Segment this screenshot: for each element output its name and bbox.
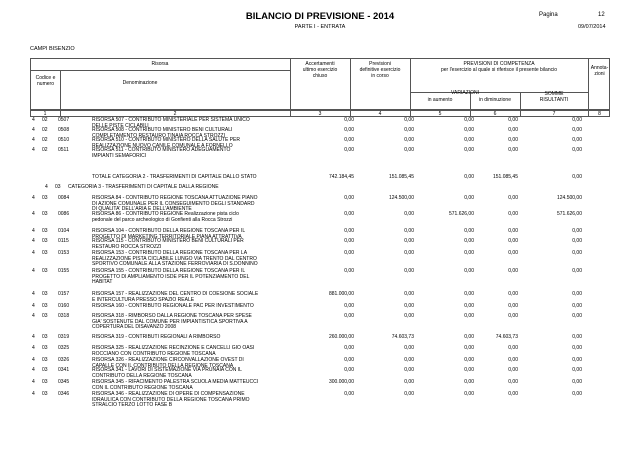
row-numero: 0084 [58, 195, 70, 201]
row-in-aumento: 0,00 [464, 195, 474, 201]
row-previsioni: 0,00 [404, 391, 414, 397]
row-somme: 0,00 [572, 250, 582, 256]
row-titolo: 4 [32, 379, 35, 385]
row-in-diminuzione: 0,00 [508, 291, 518, 297]
row-numero: 0345 [58, 379, 70, 385]
report-date: 09/07/2014 [578, 24, 606, 30]
row-somme: 0,00 [572, 357, 582, 363]
row-descrizione: RISORSA 84 - CONTRIBUTO REGIONE TOSCANA ATTUAZIONE PIANO DI AZIONE COMUNALE PER IL CONSEGUIMENTO DEGLI STANDARD DI QUALITA' DELL'ARIA E DELL'AMBIENTE [92, 195, 258, 213]
row-numero: 0153 [58, 250, 70, 256]
row-categoria: 03 [42, 291, 48, 297]
row-accertamenti: 0,00 [344, 137, 354, 143]
row-in-aumento: 0,00 [464, 345, 474, 351]
row-descrizione: RISORSA 510 - CONTRIBUTO MINISTERO DELLA SALUTE PER REALIZZAZIONE NUOVO CANILE COMUNALE A FORNELLO [92, 137, 241, 149]
row-previsioni: 124.500,00 [388, 195, 414, 201]
row-in-diminuzione: 0,00 [508, 117, 518, 123]
row-in-diminuzione: 0,00 [508, 313, 518, 319]
row-accertamenti: 881.000,00 [328, 291, 354, 297]
row-descrizione: RISORSA 325 - REALIZZAZIONE RECINZIONE E CANCELLI GIO OASI ROCCIANO CON CONTRIBUTO REGIONE TOSCANA [92, 345, 255, 357]
row-in-aumento: 0,00 [464, 174, 474, 180]
row-in-diminuzione: 151.085,45 [492, 174, 518, 180]
row-categoria: 03 [42, 357, 48, 363]
row-titolo: 4 [32, 334, 35, 340]
row-in-aumento: 0,00 [464, 137, 474, 143]
row-accertamenti: 0,00 [344, 228, 354, 234]
row-in-aumento: 571.626,00 [448, 211, 474, 217]
row-in-diminuzione: 0,00 [508, 303, 518, 309]
col-in-aumento: in aumento [427, 97, 453, 103]
row-accertamenti: 0,00 [344, 268, 354, 274]
row-accertamenti: 0,00 [344, 195, 354, 201]
col-codice: Codice e numero [35, 75, 56, 87]
row-categoria: 02 [42, 117, 48, 123]
row-numero: 0086 [58, 211, 70, 217]
row-descrizione: RISORSA 346 - REALIZZAZIONE DI OPERE DI COMPENSAZIONE IDRAULICA CON CONTRIBUTO DELLA REGIONE TOSCANA PRIMO STRALCIO TERZO LOTTO FASE B [92, 391, 250, 409]
row-previsioni: 0,00 [404, 291, 414, 297]
row-somme: 0,00 [572, 367, 582, 373]
col-somme: SOMME RISULTANTI [539, 91, 569, 103]
row-in-diminuzione: 0,00 [508, 228, 518, 234]
row-accertamenti: 300.000,00 [328, 379, 354, 385]
row-in-aumento: 0,00 [464, 268, 474, 274]
row-previsioni: 0,00 [404, 250, 414, 256]
row-previsioni: 0,00 [404, 137, 414, 143]
row-accertamenti: 0,00 [344, 313, 354, 319]
row-numero: 0346 [58, 391, 70, 397]
row-descrizione: RISORSA 508 - CONTRIBUTO MINISTERO BENI CULTURALI COMPLETAMENTO RESTAURO TINAIA ROCCA STROZZI [92, 127, 233, 139]
row-categoria: 03 [42, 195, 48, 201]
row-accertamenti: 0,00 [344, 117, 354, 123]
row-in-aumento: 0,00 [464, 334, 474, 340]
row-somme: 0,00 [572, 391, 582, 397]
row-previsioni: 0,00 [404, 117, 414, 123]
col-denominazione: Denominazione [122, 80, 158, 86]
row-somme: 0,00 [572, 174, 582, 180]
row-accertamenti: 0,00 [344, 303, 354, 309]
row-previsioni: 0,00 [404, 357, 414, 363]
row-descrizione: RISORSA 86 - CONTRIBUTO REGIONE Realizzazione pista ciclo pedonale del parco archeologico di Gonfienti alla Rocca Strozzi [92, 211, 239, 223]
row-categoria: 02 [42, 147, 48, 153]
row-somme: 0,00 [572, 313, 582, 319]
row-somme: 0,00 [572, 228, 582, 234]
row-descrizione: RISORSA 341 - LAVORI DI SISTEMAZIONE VIA PRUNAIA CON IL CONTRIBUTO DELLA REGIONE TOSCANA [92, 367, 242, 379]
row-accertamenti: 742.184,45 [328, 174, 354, 180]
row-titolo: 4 [32, 117, 35, 123]
row-in-aumento: 0,00 [464, 228, 474, 234]
row-numero: 0155 [58, 268, 70, 274]
row-somme: 0,00 [572, 379, 582, 385]
row-descrizione: RISORSA 160 - CONTRIBUTO REGIONALE PAC PER INVESTIMENTO [92, 303, 254, 309]
row-somme: 0,00 [572, 291, 582, 297]
row-titolo: 4 [32, 250, 35, 256]
row-categoria: 03 [42, 211, 48, 217]
row-previsioni: 0,00 [404, 238, 414, 244]
row-in-diminuzione: 0,00 [508, 137, 518, 143]
row-in-aumento: 0,00 [464, 391, 474, 397]
row-in-aumento: 0,00 [464, 367, 474, 373]
row-categoria: 03 [42, 334, 48, 340]
row-accertamenti: 0,00 [344, 211, 354, 217]
row-somme: 0,00 [572, 127, 582, 133]
row-in-aumento: 0,00 [464, 127, 474, 133]
row-in-diminuzione: 74.603,73 [495, 334, 518, 340]
row-somme: 0,00 [572, 334, 582, 340]
row-descrizione: RISORSA 319 - CONTRIBUTI REGIONALI A RIMBORSO [92, 334, 221, 340]
row-accertamenti: 0,00 [344, 357, 354, 363]
row-previsioni: 0,00 [404, 127, 414, 133]
row-previsioni: 0,00 [404, 147, 414, 153]
row-in-aumento: 0,00 [464, 357, 474, 363]
row-previsioni: 0,00 [404, 379, 414, 385]
row-descrizione: RISORSA 507 - CONTRIBUTO MINISTERIALE PER SISTEMA UNICO DELLE PISTE CICLABILI [92, 117, 250, 129]
row-previsioni: 0,00 [404, 345, 414, 351]
row-categoria: 03 [42, 250, 48, 256]
row-titolo: 4 [32, 291, 35, 297]
row-in-aumento: 0,00 [464, 147, 474, 153]
row-in-aumento: 0,00 [464, 291, 474, 297]
row-accertamenti: 0,00 [344, 391, 354, 397]
row-numero: 0318 [58, 313, 70, 319]
row-accertamenti: 0,00 [344, 127, 354, 133]
row-previsioni: 0,00 [404, 367, 414, 373]
row-previsioni: 0,00 [404, 228, 414, 234]
row-descrizione: TOTALE CATEGORIA 2 - TRASFERIMENTI DI CAPITALE DALLO STATO [92, 174, 257, 180]
col-num-3: 3 [318, 111, 322, 117]
row-categoria: 03 [42, 303, 48, 309]
col-num-1: 1 [43, 111, 47, 117]
col-num-2: 2 [173, 111, 177, 117]
row-somme: 0,00 [572, 117, 582, 123]
row-titolo: 4 [32, 211, 35, 217]
row-somme: 0,00 [572, 345, 582, 351]
row-titolo: 4 [32, 228, 35, 234]
row-titolo: 4 [32, 391, 35, 397]
report-subtitle: PARTE I - ENTRATA [294, 24, 346, 30]
col-variazioni: VARIAZIONI [451, 90, 479, 96]
row-descrizione: RISORSA 511 - CONTRIBUTO MINISTERO ADEGUAMENTO IMPIANTI SEMAFORICI [92, 147, 231, 159]
row-titolo: 4 [32, 195, 35, 201]
row-categoria: 03 [55, 184, 61, 190]
row-titolo: 4 [32, 303, 35, 309]
col-previsioni: Previsioni definitive esercizio in corso [359, 61, 401, 79]
col-num-8: 8 [598, 111, 601, 117]
row-in-diminuzione: 0,00 [508, 379, 518, 385]
row-categoria: 03 [42, 379, 48, 385]
row-in-aumento: 0,00 [464, 250, 474, 256]
row-numero: 0326 [58, 357, 70, 363]
row-in-diminuzione: 0,00 [508, 127, 518, 133]
row-titolo: 4 [32, 268, 35, 274]
row-in-diminuzione: 0,00 [508, 195, 518, 201]
col-in-diminuzione: in diminuzione [479, 97, 511, 103]
row-somme: 0,00 [572, 147, 582, 153]
row-previsioni: 151.085,45 [388, 174, 414, 180]
row-in-aumento: 0,00 [464, 379, 474, 385]
row-previsioni: 0,00 [404, 268, 414, 274]
row-titolo: 4 [45, 184, 48, 190]
row-in-diminuzione: 0,00 [508, 357, 518, 363]
row-categoria: 03 [42, 345, 48, 351]
page-number: 12 [598, 12, 605, 18]
row-somme: 124.500,00 [556, 195, 582, 201]
row-categoria: 03 [42, 367, 48, 373]
row-in-diminuzione: 0,00 [508, 250, 518, 256]
row-titolo: 4 [32, 345, 35, 351]
row-in-diminuzione: 0,00 [508, 391, 518, 397]
col-accertamenti: Accertamenti ultimo esercizio chiuso [302, 61, 338, 79]
report-title: BILANCIO DI PREVISIONE - 2014 [245, 11, 395, 22]
row-in-aumento: 0,00 [464, 303, 474, 309]
row-descrizione: RISORSA 153 - CONTRIBUTO DELLA REGIONE TOSCANA PER LA REALIZZAZIONE PISTA CICLABILE LUNGO VIA TRENTO DAL CENTRO SPORTIVO COMUNALE ALLA STAZIONE FERROVIARIA DI S.DONNINO [92, 250, 258, 268]
row-in-diminuzione: 0,00 [508, 268, 518, 274]
row-somme: 0,00 [572, 268, 582, 274]
row-categoria: 03 [42, 238, 48, 244]
row-in-diminuzione: 0,00 [508, 211, 518, 217]
row-in-aumento: 0,00 [464, 238, 474, 244]
row-previsioni: 0,00 [404, 211, 414, 217]
col-previsioni-competenza: PREVISIONI DI COMPETENZA per l'esercizio al quale si riferisce il presente bilancio [440, 61, 557, 73]
row-numero: 0157 [58, 291, 70, 297]
row-in-diminuzione: 0,00 [508, 345, 518, 351]
row-numero: 0319 [58, 334, 70, 340]
row-accertamenti: 0,00 [344, 238, 354, 244]
row-numero: 0511 [58, 147, 69, 153]
row-accertamenti: 260.000,00 [328, 334, 354, 340]
row-categoria: 03 [42, 391, 48, 397]
row-accertamenti: 0,00 [344, 367, 354, 373]
row-numero: 0325 [58, 345, 70, 351]
row-somme: 0,00 [572, 303, 582, 309]
row-somme: 0,00 [572, 137, 582, 143]
row-categoria: 03 [42, 313, 48, 319]
row-numero: 0341 [58, 367, 70, 373]
row-in-aumento: 0,00 [464, 313, 474, 319]
row-titolo: 4 [32, 238, 35, 244]
row-in-diminuzione: 0,00 [508, 147, 518, 153]
row-categoria: 03 [42, 228, 48, 234]
col-num-7: 7 [552, 111, 556, 117]
col-num-5: 5 [438, 111, 442, 117]
row-titolo: 4 [32, 147, 35, 153]
page-label: Pagina [539, 12, 558, 18]
row-titolo: 4 [32, 313, 35, 319]
row-previsioni: 74.603,73 [391, 334, 414, 340]
row-categoria: 02 [42, 137, 48, 143]
row-categoria: 02 [42, 127, 48, 133]
row-somme: 0,00 [572, 238, 582, 244]
row-accertamenti: 0,00 [344, 345, 354, 351]
row-somme: 571.626,00 [556, 211, 582, 217]
row-in-diminuzione: 0,00 [508, 367, 518, 373]
row-titolo: 4 [32, 357, 35, 363]
row-numero: 0115 [58, 238, 69, 244]
row-descrizione: RISORSA 318 - RIMBORSO DALLA REGIONE TOSCANA PER SPESE GIA' SOSTENUTE DAL COMUNE PER IMPIANTISTICA SPORTIVA A COPERTURA DEL DISAVANZO 2008 [92, 313, 252, 331]
divider [30, 70, 290, 71]
row-descrizione: RISORSA 157 - REALIZZAZIONE DEL CENTRO DI COESIONE SOCIALE E INTERCULTURA PRESSO SPAZIO REALE [92, 291, 259, 303]
row-numero: 0160 [58, 303, 70, 309]
row-descrizione: RISORSA 155 - CONTRIBUTO DELLA REGIONE TOSCANA PER IL PROGETTO DI AMPLIAMENTO ISDE PER IL POTENZIAMENTO DEL HABITAT [92, 268, 250, 286]
col-annotazioni: Annota- zioni [590, 65, 609, 77]
row-in-diminuzione: 0,00 [508, 238, 518, 244]
col-num-4: 4 [378, 111, 382, 117]
row-descrizione: RISORSA 345 - RIFACIMENTO PALESTRA SCUOLA MEDIA MATTEUCCI CON IL CONTRIBUTO REGIONE TOSCANA [92, 379, 259, 391]
row-categoria: 03 [42, 268, 48, 274]
row-numero: 0507 [58, 117, 70, 123]
row-previsioni: 0,00 [404, 313, 414, 319]
row-accertamenti: 0,00 [344, 250, 354, 256]
col-risorsa: Risorsa [151, 61, 169, 67]
row-descrizione: RISORSA 115 - CONTRIBUTO MINISTERO BENI CULTURALI PER RESTAURO ROCCA STROZZI [92, 238, 244, 250]
row-titolo: 4 [32, 367, 35, 373]
row-titolo: 4 [32, 137, 35, 143]
row-previsioni: 0,00 [404, 303, 414, 309]
row-descrizione: RISORSA 326 - REALIZZAZIONE CIRCONVALLAZIONE OVEST DI CAPALLE CON IL CONTRIBUTO DELLA REGIONE TOSCANA [92, 357, 244, 369]
row-descrizione: CATEGORIA 3 - TRASFERIMENTI DI CAPITALE DALLA REGIONE [68, 184, 219, 190]
comune-name: CAMPI BISENZIO [30, 46, 75, 52]
row-numero: 0510 [58, 137, 70, 143]
row-numero: 0508 [58, 127, 70, 133]
row-accertamenti: 0,00 [344, 147, 354, 153]
col-num-6: 6 [493, 111, 497, 117]
row-numero: 0104 [58, 228, 70, 234]
row-titolo: 4 [32, 127, 35, 133]
row-descrizione: RISORSA 104 - CONTRIBUTO DELLA REGIONE TOSCANA PER IL PROGETTO DI MARKETING TERRITORIALE PIANA ATTRATTIVA [92, 228, 246, 240]
row-in-aumento: 0,00 [464, 117, 474, 123]
